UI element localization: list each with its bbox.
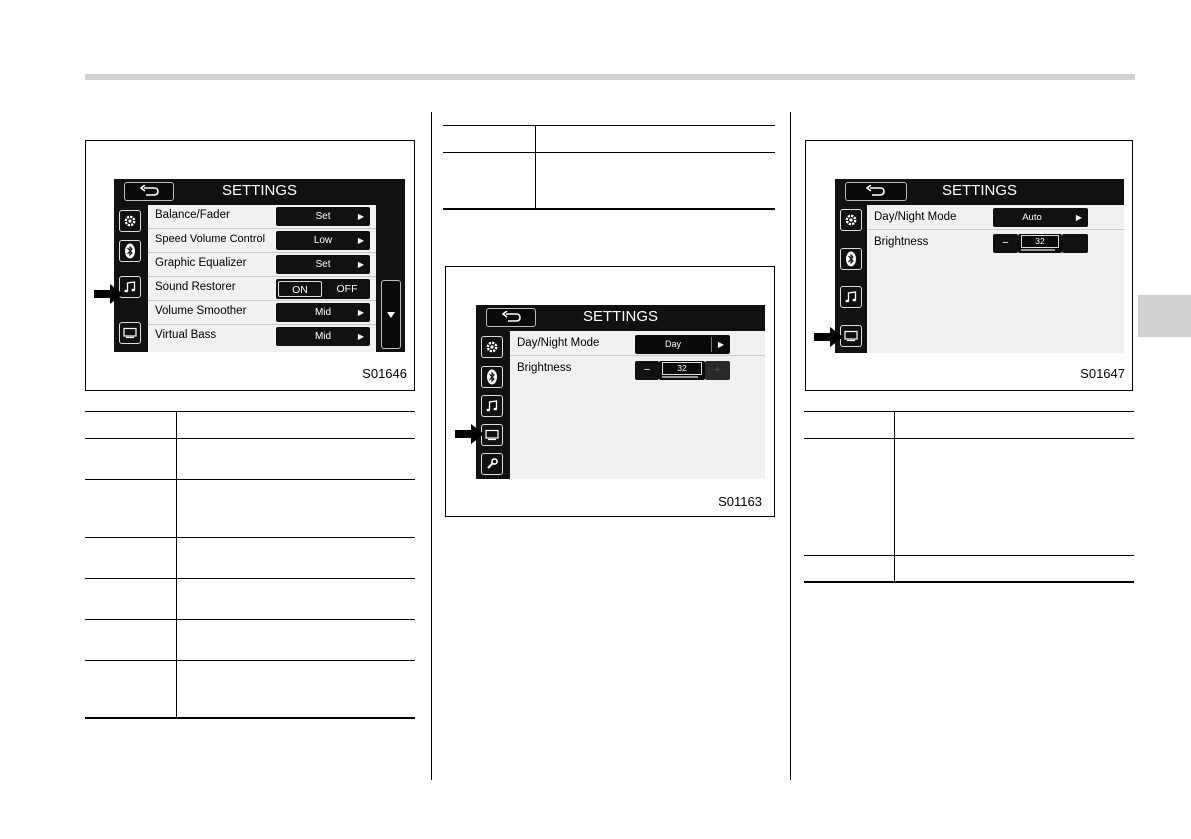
screen-titlebar (114, 179, 405, 205)
setting-value: Auto (1022, 212, 1042, 223)
brightness-minus-button[interactable] (993, 234, 1018, 253)
chapter-tab (1138, 295, 1191, 337)
list-item[interactable] (510, 356, 765, 382)
table-column-divider (176, 411, 177, 718)
figure-code: S01647 (1080, 366, 1125, 381)
screen-titlebar (835, 179, 1124, 205)
setting-label: Speed Volume Control (155, 233, 266, 245)
pointer-arrow-icon (455, 424, 485, 444)
scroll-down-button[interactable] (381, 280, 401, 349)
table-rule (804, 555, 1134, 556)
divider (711, 337, 712, 352)
setting-value: Set (315, 211, 331, 222)
setting-label: Graphic Equalizer (155, 257, 247, 269)
balance-fader-button[interactable] (276, 207, 370, 226)
gear-icon[interactable] (840, 209, 862, 231)
brightness-level-bar (1021, 249, 1055, 251)
setting-label: Day/Night Mode (874, 211, 957, 223)
scroll-down-icon (382, 281, 400, 348)
screen-title: SETTINGS (582, 308, 658, 325)
brightness-plus-button[interactable] (705, 361, 730, 380)
brightness-value-field (659, 361, 705, 380)
display-icon[interactable] (119, 322, 141, 344)
table-rule (85, 479, 415, 480)
figure-s01163 (445, 266, 775, 517)
brightness-plus-button[interactable] (1062, 234, 1088, 253)
header-bar (85, 74, 1135, 80)
table-rule (85, 537, 415, 538)
day-night-mode-button[interactable] (993, 208, 1088, 227)
play-arrow-icon: ▶ (717, 340, 724, 349)
settings-list (867, 205, 1124, 353)
list-item[interactable] (148, 205, 376, 229)
settings-list (148, 205, 376, 352)
music-note-icon[interactable] (840, 286, 862, 308)
table-rule (443, 152, 775, 153)
list-item[interactable] (148, 325, 376, 349)
setting-value: Set (315, 259, 331, 270)
day-night-mode-button[interactable] (635, 335, 730, 354)
table-rule (85, 717, 415, 719)
music-note-icon[interactable] (481, 395, 503, 417)
brightness-value: 32 (1021, 235, 1059, 248)
column-divider (790, 112, 791, 780)
list-item[interactable] (510, 331, 765, 356)
setting-value: Mid (314, 331, 332, 342)
scroll-area (376, 205, 405, 352)
play-arrow-icon: ▶ (357, 260, 364, 269)
settings-list (510, 331, 765, 479)
list-item[interactable] (148, 253, 376, 277)
setting-label: Virtual Bass (155, 329, 217, 341)
figure-s01646 (85, 140, 415, 391)
figure-code: S01163 (718, 494, 762, 509)
speed-volume-button[interactable] (276, 231, 370, 250)
screen-sidebar (476, 331, 510, 479)
column-divider (431, 112, 432, 780)
toggle-on[interactable]: ON (278, 281, 322, 297)
table-rule (443, 125, 775, 126)
brightness-value-field (1018, 234, 1062, 253)
setting-value: Low (313, 235, 333, 246)
table-rule (804, 411, 1134, 412)
brightness-value: 32 (662, 362, 702, 375)
table-column-divider (894, 411, 895, 582)
virtual-bass-button[interactable] (276, 327, 370, 346)
settings-screen (114, 179, 405, 352)
figure-code: S01646 (362, 366, 407, 381)
settings-screen (835, 179, 1124, 353)
list-item[interactable] (148, 229, 376, 253)
table-rule (85, 660, 415, 661)
play-arrow-icon: ▶ (1075, 213, 1082, 222)
list-item[interactable] (148, 277, 376, 301)
toggle-off[interactable]: OFF (336, 283, 358, 295)
pointer-arrow-icon (814, 327, 844, 347)
minus-label: − (1002, 237, 1009, 249)
settings-screen (476, 305, 765, 479)
setting-value: Mid (314, 307, 332, 318)
play-arrow-icon: ▶ (357, 236, 364, 245)
setting-label: Brightness (874, 236, 929, 248)
gear-icon[interactable] (119, 210, 141, 232)
screen-titlebar (476, 305, 765, 331)
pointer-arrow-icon (94, 284, 124, 304)
table-rule (85, 438, 415, 439)
table-rule (443, 208, 775, 210)
table-rule (85, 619, 415, 620)
play-arrow-icon: ▶ (357, 308, 364, 317)
setting-label: Volume Smoother (155, 305, 247, 317)
bluetooth-icon[interactable] (840, 248, 862, 270)
table-rule (804, 438, 1134, 439)
setting-label: Sound Restorer (155, 281, 236, 293)
table-rule (85, 411, 415, 412)
setting-label: Day/Night Mode (517, 337, 600, 349)
screen-title: SETTINGS (221, 182, 297, 199)
graphic-equalizer-button[interactable] (276, 255, 370, 274)
brightness-minus-button[interactable] (635, 361, 659, 380)
sound-restorer-toggle[interactable] (276, 279, 370, 299)
brightness-level-bar (662, 376, 698, 378)
bluetooth-icon[interactable] (119, 240, 141, 262)
table-column-divider (535, 125, 536, 209)
minus-label: − (643, 364, 651, 376)
plus-label: + (714, 364, 721, 376)
figure-s01647 (805, 140, 1133, 391)
gear-icon[interactable] (481, 336, 503, 358)
screen-sidebar (114, 205, 148, 352)
play-arrow-icon: ▶ (357, 212, 364, 221)
setting-value: Day (664, 339, 681, 349)
wrench-icon[interactable] (481, 453, 503, 475)
bluetooth-icon[interactable] (481, 366, 503, 388)
play-arrow-icon: ▶ (357, 332, 364, 341)
volume-smoother-button[interactable] (276, 303, 370, 322)
table-rule (804, 581, 1134, 583)
list-item[interactable] (867, 205, 1124, 230)
setting-label: Balance/Fader (155, 209, 230, 221)
setting-label: Brightness (517, 362, 572, 374)
screen-title: SETTINGS (941, 182, 1017, 199)
table-rule (85, 578, 415, 579)
list-item[interactable] (148, 301, 376, 325)
list-item[interactable] (867, 230, 1124, 256)
